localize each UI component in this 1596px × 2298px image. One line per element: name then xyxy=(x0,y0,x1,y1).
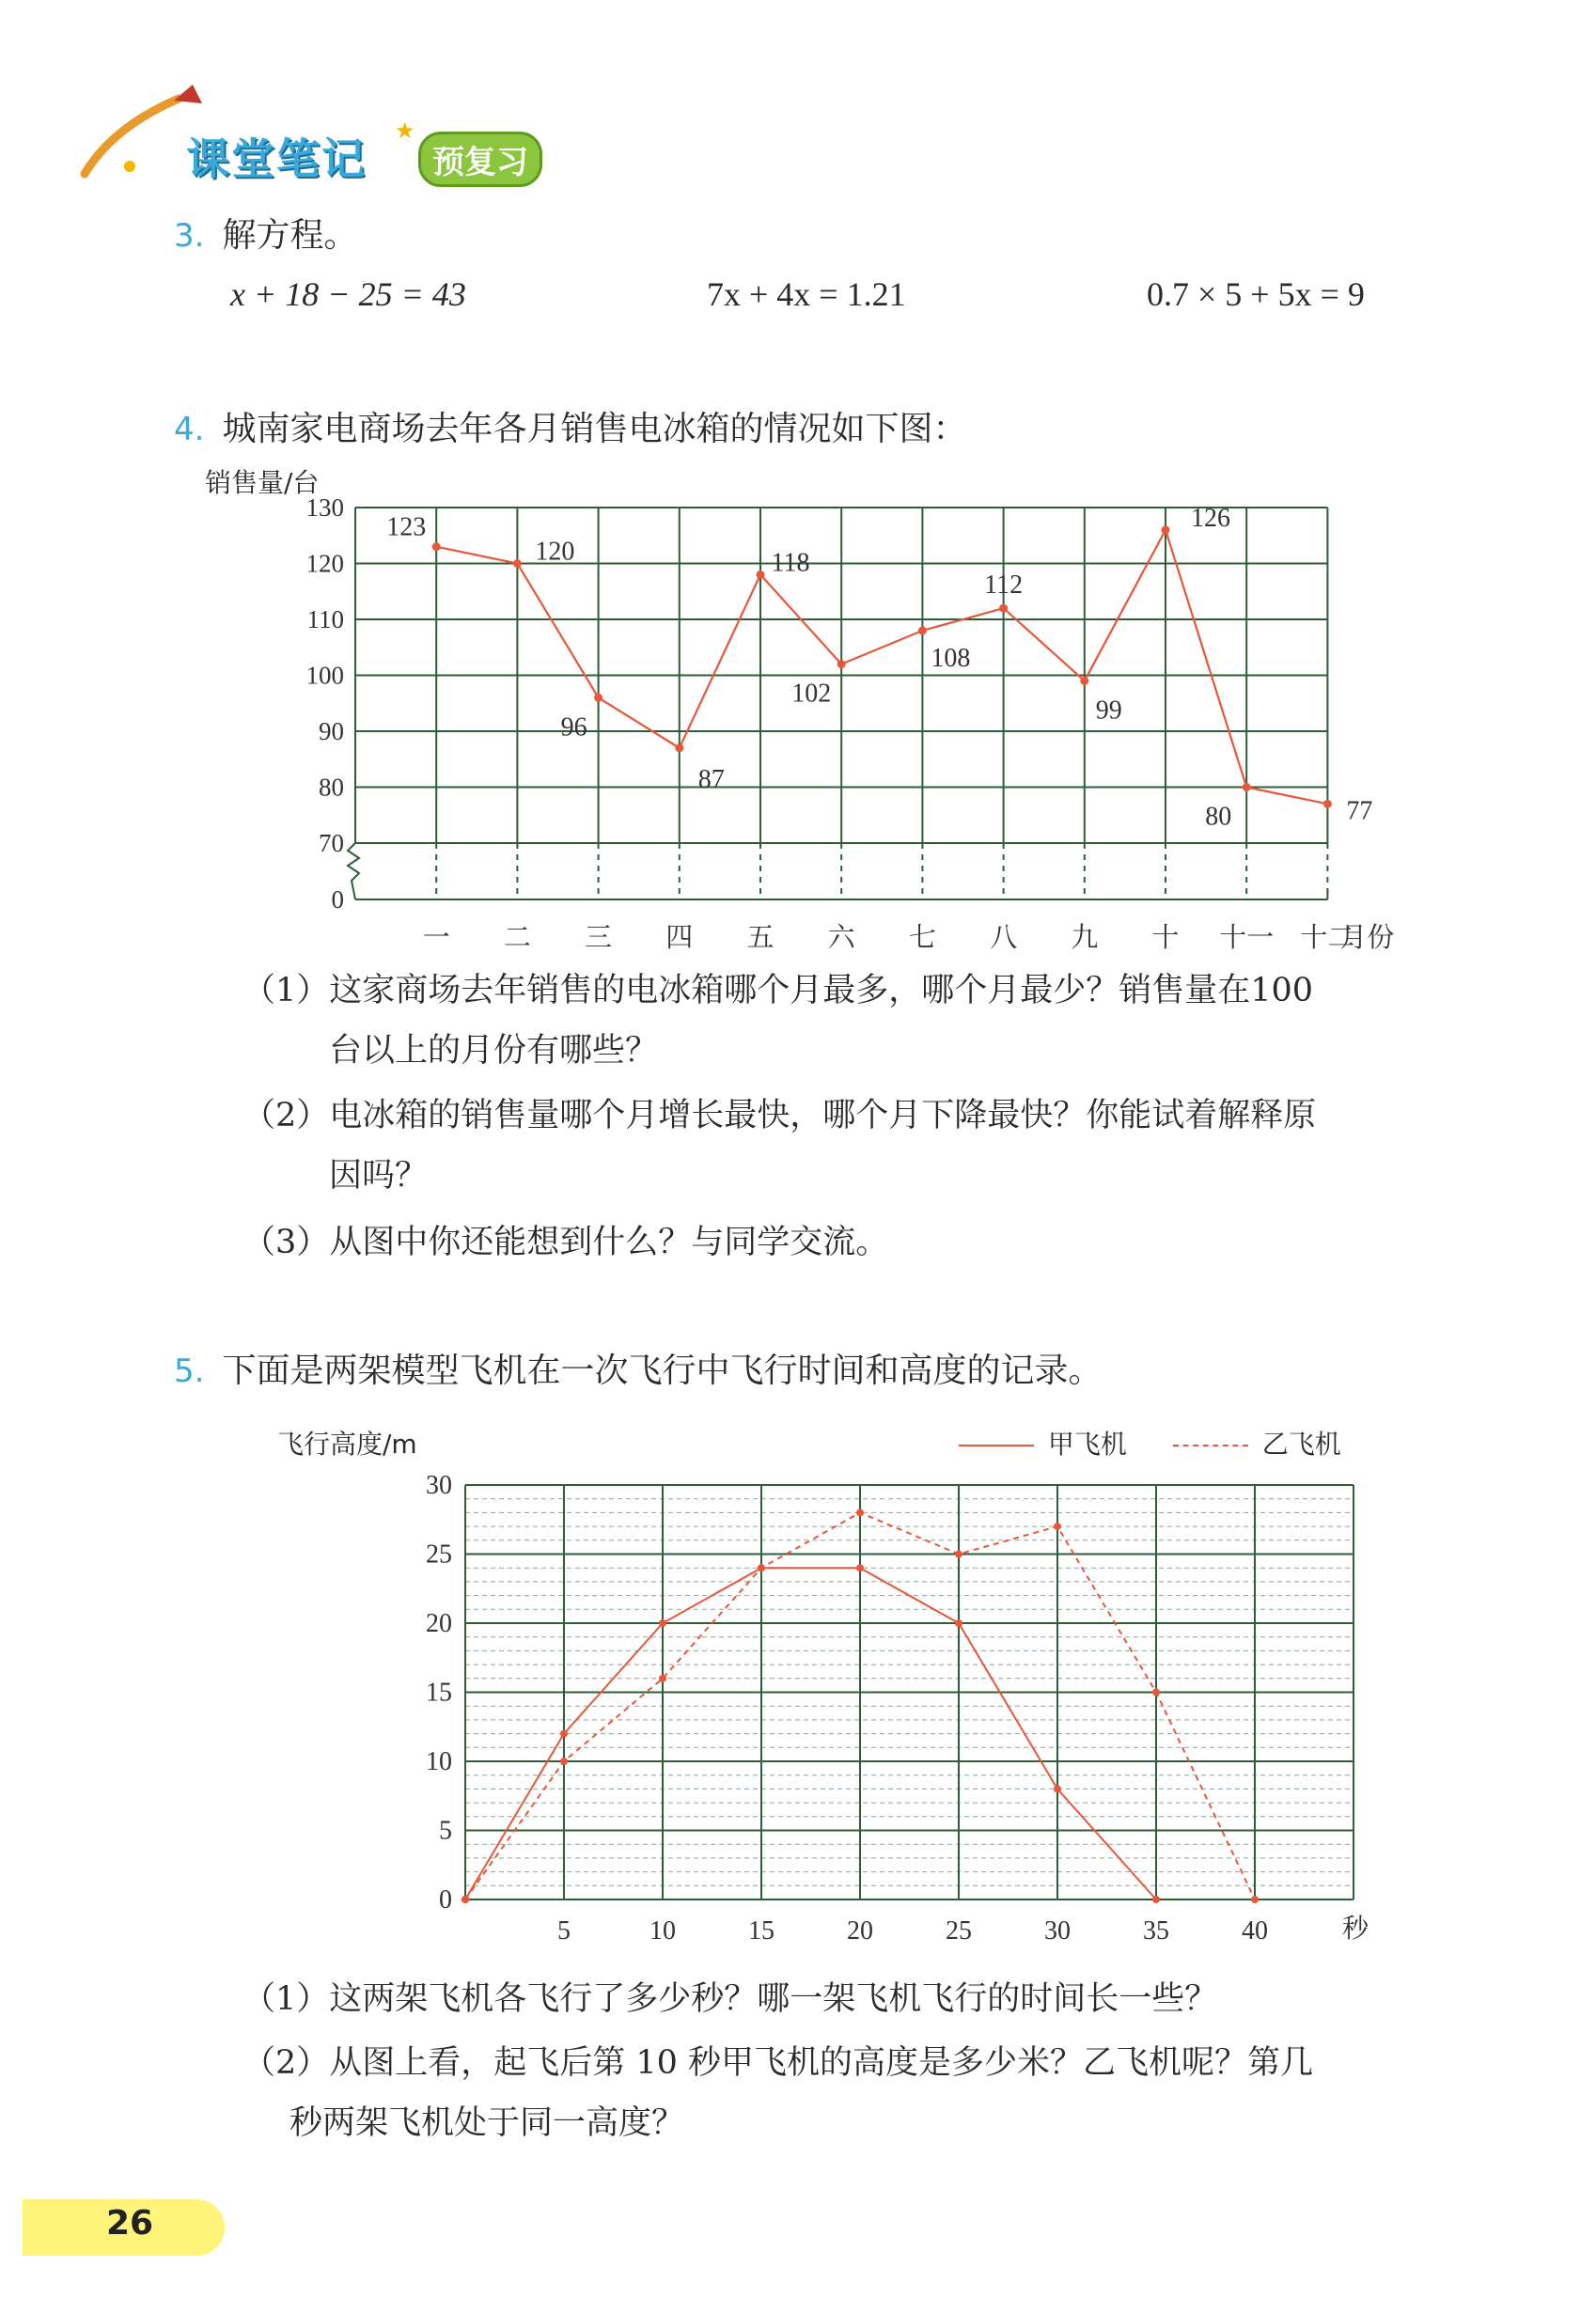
question-5 xyxy=(174,1344,1103,1392)
x-tick-label: 五 xyxy=(746,921,775,953)
data-label: 102 xyxy=(791,679,832,709)
header-logo xyxy=(75,80,602,183)
q5-sub1: （1）这两架飞机各飞行了多少秒？哪一架飞机飞行的时间长一些？ xyxy=(243,1980,1218,2018)
x-tick-label: 三 xyxy=(585,921,613,953)
x-tick-label: 七 xyxy=(908,921,936,953)
x-tick-label: 40 xyxy=(1242,1916,1268,1946)
logo-main-text: 课堂笔记 xyxy=(186,133,367,184)
data-point xyxy=(837,660,846,668)
logo-sub-text: 预复习 xyxy=(418,132,542,187)
x-axis-label: 秒 xyxy=(1341,1913,1369,1944)
series-jia-point xyxy=(1152,1896,1160,1903)
x-axis-label: 月份 xyxy=(1339,921,1395,953)
series-jia-point xyxy=(1054,1785,1061,1792)
series-jia-point xyxy=(560,1730,568,1738)
x-tick-label: 四 xyxy=(665,921,694,953)
q5-sub2 xyxy=(243,2033,1313,2153)
question-text: 城南家电商场去年各月销售电冰箱的情况如下图： xyxy=(222,410,967,448)
question-text: 解方程。 xyxy=(222,216,358,255)
y-tick-label: 120 xyxy=(305,549,344,578)
y-tick-label: 130 xyxy=(305,493,344,522)
series-yi-point xyxy=(758,1564,765,1571)
x-tick-label: 二 xyxy=(503,921,531,953)
series-yi-point xyxy=(1251,1896,1259,1903)
y-tick-label: 20 xyxy=(426,1609,452,1638)
axis-break xyxy=(348,843,359,899)
data-point xyxy=(513,559,522,568)
x-tick-label: 35 xyxy=(1143,1916,1169,1946)
y-tick-label: 10 xyxy=(426,1747,452,1776)
sales-chart-ylabel: 销售量/台 xyxy=(205,467,320,498)
sales-series-line xyxy=(436,530,1327,805)
star-icon: ★ xyxy=(395,117,415,144)
equation-2: 7x + 4x = 1.21 xyxy=(707,275,906,313)
y-tick-label: 15 xyxy=(426,1678,452,1708)
y-tick-label: 100 xyxy=(305,661,344,690)
flight-chart-legend xyxy=(959,1424,1341,1462)
data-label: 123 xyxy=(386,512,427,542)
series-yi-point xyxy=(856,1509,864,1516)
y-tick-label: 90 xyxy=(319,717,344,745)
data-point xyxy=(432,542,441,551)
series-jia-point xyxy=(659,1619,666,1627)
y-tick-label: 0 xyxy=(439,1885,452,1915)
data-point xyxy=(594,694,602,702)
series-jia-point xyxy=(955,1619,962,1627)
x-tick-label: 十二 xyxy=(1300,921,1355,953)
legend-swatch-solid xyxy=(959,1445,1034,1446)
x-tick-label: 25 xyxy=(946,1916,972,1946)
y-tick-label: 0 xyxy=(331,885,344,914)
data-point xyxy=(918,626,927,634)
data-label: 80 xyxy=(1205,802,1232,832)
data-label: 108 xyxy=(931,643,971,673)
legend-series-2: 乙飞机 xyxy=(1261,1429,1341,1460)
x-tick-label: 5 xyxy=(557,1916,571,1946)
flight-height-chart xyxy=(395,1462,1476,1950)
q4-sub2-line1: （2）电冰箱的销售量哪个月增长最快，哪个月下降最快？你能试着解释原 xyxy=(243,1097,1317,1134)
series-jia-point xyxy=(856,1564,864,1571)
data-point xyxy=(1243,783,1251,791)
series-yi-point xyxy=(955,1551,962,1558)
series-yi-point xyxy=(1152,1689,1160,1696)
question-4 xyxy=(174,402,967,450)
legend-series-1: 甲飞机 xyxy=(1047,1429,1127,1460)
x-tick-label: 六 xyxy=(827,921,855,953)
data-label: 120 xyxy=(535,537,575,567)
question-text: 下面是两架模型飞机在一次飞行中飞行时间和高度的记录。 xyxy=(222,1352,1103,1390)
data-point xyxy=(757,571,765,579)
x-tick-label: 十 xyxy=(1151,921,1180,953)
series-yi-point xyxy=(659,1675,666,1682)
q5-sub2-line1: （2）从图上看，起飞后第 10 秒甲飞机的高度是多少米？乙飞机呢？第几 xyxy=(243,2044,1314,2082)
legend-swatch-dashed xyxy=(1173,1445,1248,1446)
x-tick-label: 10 xyxy=(649,1916,676,1946)
y-tick-label: 70 xyxy=(319,829,344,857)
data-point xyxy=(675,743,683,752)
data-point xyxy=(1080,677,1088,685)
y-tick-label: 110 xyxy=(306,605,344,633)
q4-sub1-line2: 台以上的月份有哪些？ xyxy=(329,1032,659,1070)
data-label: 87 xyxy=(697,764,725,794)
series-yi-point xyxy=(462,1896,469,1903)
q4-sub1 xyxy=(243,961,1313,1081)
x-tick-label: 一 xyxy=(422,921,450,953)
x-tick-label: 20 xyxy=(847,1916,873,1946)
q4-sub2 xyxy=(243,1086,1316,1206)
x-tick-label: 30 xyxy=(1044,1916,1071,1946)
equation-3: 0.7 × 5 + 5x = 9 xyxy=(1147,275,1365,313)
y-tick-label: 30 xyxy=(426,1471,452,1500)
question-number: 5. xyxy=(174,1352,205,1390)
q5-sub2-line2: 秒两架飞机处于同一高度？ xyxy=(289,2104,685,2142)
data-label: 99 xyxy=(1095,696,1122,726)
question-3 xyxy=(174,209,358,257)
x-tick-label: 九 xyxy=(1071,921,1099,953)
data-point xyxy=(1323,800,1332,808)
data-label: 112 xyxy=(984,571,1024,601)
question-number: 3. xyxy=(174,217,205,255)
q4-sub3: （3）从图中你还能想到什么？与同学交流。 xyxy=(243,1224,889,1261)
page-number: 26 xyxy=(106,2204,154,2243)
data-label: 77 xyxy=(1346,796,1373,826)
x-tick-label: 15 xyxy=(748,1916,775,1946)
y-tick-label: 80 xyxy=(319,773,344,802)
x-tick-label: 八 xyxy=(990,921,1018,953)
question-number: 4. xyxy=(174,411,205,448)
y-tick-label: 5 xyxy=(439,1816,452,1846)
flight-chart-ylabel: 飞行高度/m xyxy=(277,1429,417,1460)
series-yi-point xyxy=(1054,1523,1061,1530)
data-label: 96 xyxy=(560,712,587,743)
data-point xyxy=(1162,525,1170,534)
data-point xyxy=(999,604,1008,613)
sales-line-chart xyxy=(282,493,1504,992)
data-label: 118 xyxy=(771,548,810,578)
x-tick-label: 十一 xyxy=(1219,921,1275,953)
series-yi-point xyxy=(560,1758,568,1765)
q4-sub1-line1: （1）这家商场去年销售的电冰箱哪个月最多，哪个月最少？销售量在100 xyxy=(243,972,1314,1009)
q4-sub2-line2: 因吗？ xyxy=(329,1157,429,1195)
data-label: 126 xyxy=(1191,503,1230,533)
y-tick-label: 25 xyxy=(426,1540,452,1570)
equation-1: x + 18 − 25 = 43 xyxy=(230,275,466,313)
